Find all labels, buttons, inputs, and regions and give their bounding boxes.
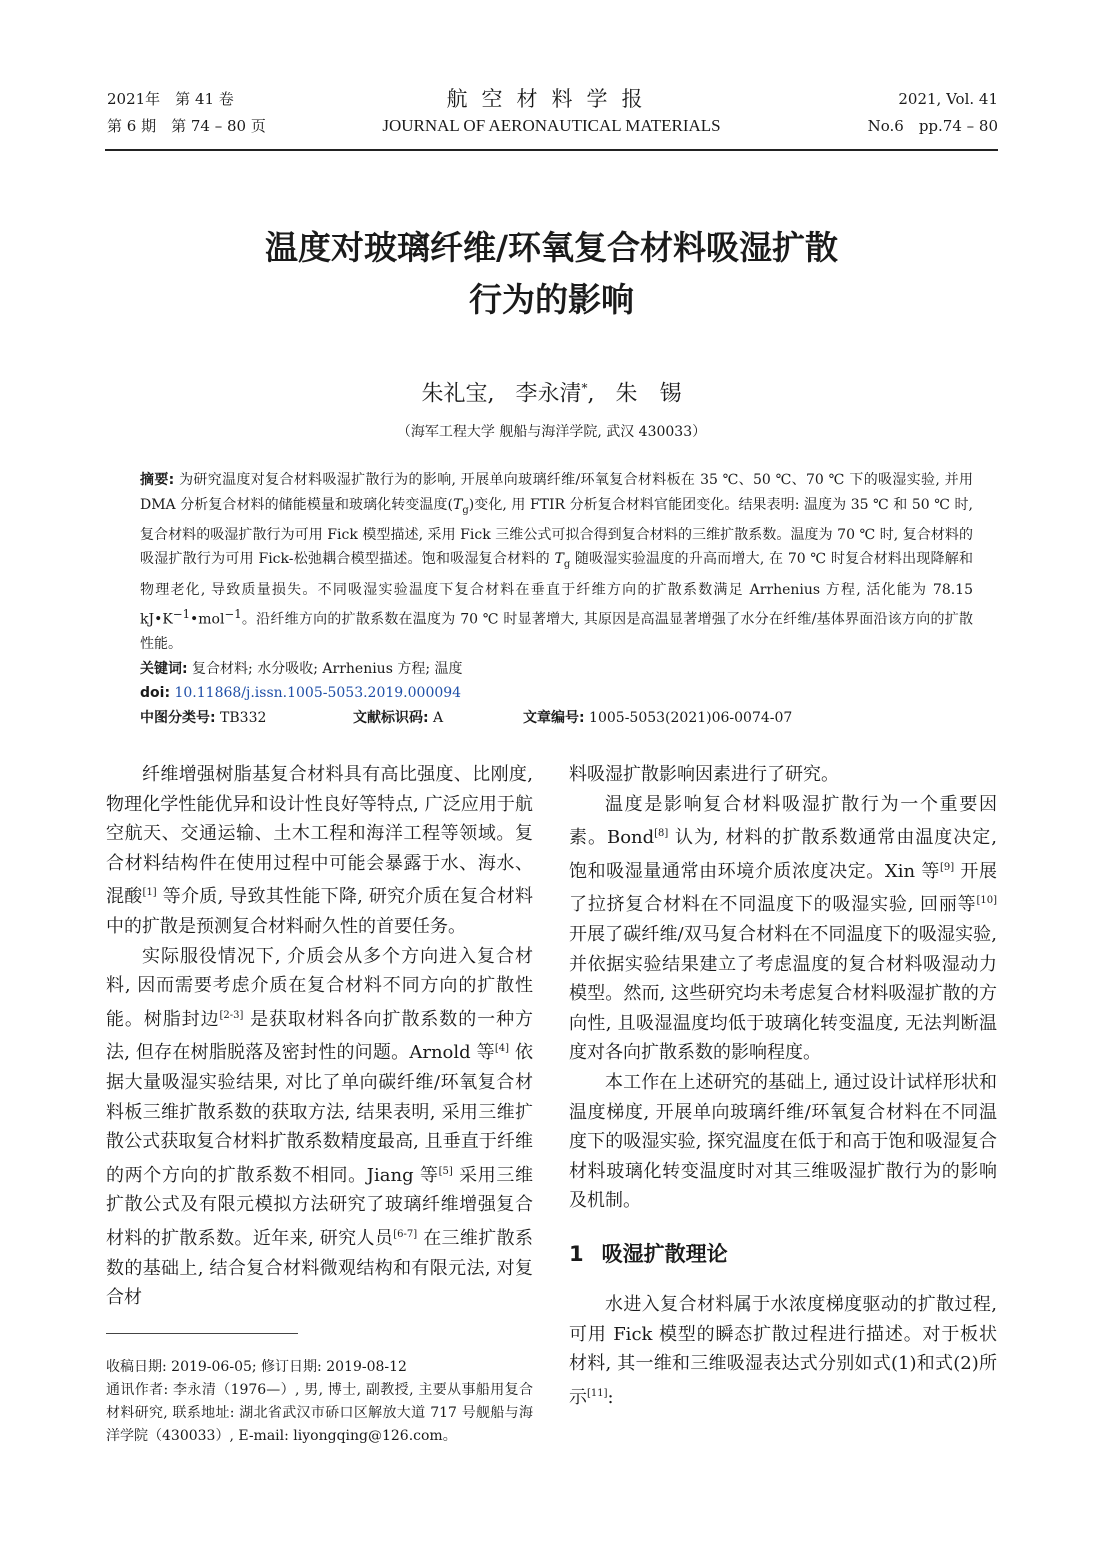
- abstract-text-c: 随吸湿实验温度的升高而增大, 在 70 ℃ 时复合材料出现降解和物理老化, 导致质量损失。不同吸湿实验温度下复合材料在垂直于纤维方向的扩散系数满足 Arrhenius 方程, 活化能为 78.15 kJ•K: [140, 551, 973, 628]
- clc-label: 中图分类号:: [140, 709, 216, 726]
- author-2-sep: ,: [587, 381, 595, 407]
- body-paragraph: [106, 760, 533, 942]
- journal-name-en: JOURNAL OF AERONAUTICAL MATERIALS: [382, 116, 721, 135]
- doc-code-label: 文献标识码:: [353, 709, 429, 726]
- footnote-corresponding: 通讯作者: 李永清（1976—）, 男, 博士, 副教授, 主要从事船用复合材料研究, 联系地址: 湖北省武汉市硚口区解放大道 717 号舰船与海洋学院（430033）, E-mail: liyongqing@126.com。: [106, 1382, 533, 1444]
- abstract-block: [140, 468, 973, 730]
- text-run: :: [607, 1386, 614, 1408]
- header-left: [107, 86, 266, 140]
- header-year-volume: 2021年 第 41 卷: [107, 90, 234, 108]
- citation[interactable]: [11]: [587, 1387, 608, 1399]
- body-right-column: [569, 760, 997, 1412]
- section-number: 1: [569, 1241, 584, 1266]
- header-center: [300, 84, 803, 138]
- text-run: 温度是影响复合材料吸湿扩散行为一个重要因素。Bond: [569, 793, 997, 849]
- doi: [140, 681, 973, 706]
- doc-code-value: A: [428, 709, 444, 726]
- doc-code-cell: [353, 706, 523, 731]
- abstract-text-e: 。沿纤维方向的扩散系数在温度为 70 ℃ 时显著增大, 其原因是高温显著增强了水分在纤维/基体界面沿该方向的扩散性能。: [140, 611, 973, 653]
- header-right: [868, 86, 998, 140]
- tg-subscript-1: g: [462, 504, 469, 516]
- article-no-label: 文章编号:: [523, 709, 585, 726]
- text-run: 等介质, 导致其性能下降, 研究介质在复合材料中的扩散是预测复合材料耐久性的首要任务。: [106, 886, 534, 937]
- keywords-text: 复合材料; 水分吸收; Arrhenius 方程; 温度: [187, 660, 463, 677]
- footnote-rule: [106, 1333, 298, 1334]
- text-run: 开展了拉挤复合材料在不同温度下的吸湿实验, 回丽等: [569, 860, 997, 916]
- text-run: 依据大量吸湿实验结果, 对比了单向碳纤维/环氧复合材料板三维扩散系数的获取方法, 结果表明, 采用三维扩散公式获取复合材料扩散系数精度最高, 且垂直于纤维的两个方向的扩散系数不相同。Jiang 等: [106, 1042, 533, 1186]
- author-1: 朱礼宝,: [421, 381, 495, 407]
- keywords: [140, 657, 973, 682]
- body-paragraph: [569, 1290, 997, 1412]
- header-year-vol-en: 2021, Vol. 41: [898, 90, 998, 108]
- section-heading: [569, 1236, 997, 1272]
- body-left-column: [106, 760, 533, 1313]
- citation[interactable]: [9]: [939, 861, 955, 873]
- body-paragraph: 本工作在上述研究的基础上, 通过设计试样形状和温度梯度, 开展单向玻璃纤维/环氧复合材料在不同温度下的吸湿实验, 探究温度在低于和高于饱和吸湿复合材料玻璃化转变温度时对其三维吸湿扩散行为的影响及机制。: [569, 1071, 997, 1212]
- header-no-pp-en: No.6 pp.74 – 80: [867, 117, 998, 135]
- text-run: 认为, 材料的扩散系数通常由温度决定, 饱和吸湿量通常由环境介质浓度决定。Xin 等: [569, 827, 997, 882]
- body-paragraph: [106, 942, 533, 1313]
- keywords-label: 关键词:: [140, 660, 188, 677]
- footnote-dates: 收稿日期: 2019-06-05; 修订日期: 2019-08-12: [106, 1359, 407, 1375]
- abstract-text-b: )变化, 用 FTIR 分析复合材料官能团变化。结果表明: 温度为 35 ℃ 和 50 ℃ 时, 复合材料的吸湿扩散行为可用 Fick 模型描述, 采用 Fick 三维公式可拟合得到复合材料的三维扩散系数。温度为 70 ℃ 时, 复合材料的吸湿扩散行为可用 Fick-松弛耦合模型描述。饱和吸湿复合材料的: [140, 496, 973, 568]
- header-rule: [105, 149, 998, 151]
- citation[interactable]: [5]: [438, 1165, 453, 1177]
- clc-value: TB332: [215, 709, 267, 726]
- abstract-label: 摘要:: [140, 472, 175, 488]
- unit-exponent-1: −1: [172, 607, 190, 622]
- title-line-1: 温度对玻璃纤维/环氧复合材料吸湿扩散: [264, 228, 839, 267]
- text-run: 开展了碳纤维/双马复合材料在不同温度下的吸湿实验, 并依据实验结果建立了考虑温度的复合材料吸湿动力模型。然而, 这些研究均未考虑复合材料吸湿扩散的方向性, 且吸湿温度均低于玻璃化转变温度, 无法判断温度对各向扩散系数的影响程度。: [569, 923, 997, 1064]
- doi-link[interactable]: 10.11868/j.issn.1005-5053.2019.000094: [170, 685, 462, 702]
- unit-exponent-2: −1: [224, 607, 242, 622]
- footnote: [106, 1356, 533, 1448]
- text-run: 纤维增强树脂基复合材料具有高比强度、比刚度, 物理化学性能优异和设计性良好等特点, 广泛应用于航空航天、交通运输、土木工程和海洋工程等领域。复合材料结构件在使用过程中可能会暴露于水、海水、混酸: [106, 764, 533, 908]
- citation[interactable]: [6-7]: [393, 1228, 418, 1240]
- text-run: 实际服役情况下, 介质会从多个方向进入复合材料, 因而需要考虑介质在复合材料不同方向的扩散性能。树脂封边: [106, 945, 533, 1030]
- abstract-text-a: 为研究温度对复合材料吸湿扩散行为的影响, 开展单向玻璃纤维/环氧复合材料板在 35 ℃、50 ℃、70 ℃ 下的吸湿实验, 并用 DMA 分析复合材料的储能模量和玻璃化转变温度(: [140, 472, 973, 513]
- body-paragraph: [569, 790, 997, 1068]
- journal-name-cn: 航空材料学报: [446, 87, 657, 111]
- clc-cell: [140, 706, 353, 731]
- citation[interactable]: [2-3]: [219, 1009, 244, 1021]
- citation[interactable]: [1]: [142, 887, 157, 899]
- article-no-cell: [523, 706, 792, 731]
- citation[interactable]: [8]: [654, 828, 669, 840]
- abstract-text-d: •mol: [190, 611, 225, 628]
- affiliation: （海军工程大学 舰船与海洋学院, 武汉 430033）: [396, 424, 707, 440]
- tg-subscript-2: g: [563, 559, 571, 571]
- citation[interactable]: [10]: [976, 895, 997, 907]
- section-title: 吸湿扩散理论: [601, 1241, 728, 1266]
- text-run: 在三维扩散系数的基础上, 结合复合材料微观结构和有限元法, 对复合材: [106, 1227, 533, 1309]
- doi-label: doi:: [140, 685, 171, 702]
- header-issue-pages: 第 6 期 第 74 – 80 页: [107, 117, 266, 135]
- author-3: 朱 锡: [615, 381, 682, 407]
- text-run: 水进入复合材料属于水浓度梯度驱动的扩散过程, 可用 Fick 模型的瞬态扩散过程进行描述。对于板状材料, 其一维和三维吸湿表达式分别如式(1)和式(2)所示: [569, 1293, 997, 1408]
- text-run: 采用三维扩散公式及有限元模拟方法研究了玻璃纤维增强复合材料的扩散系数。近年来, 研究人员: [106, 1164, 533, 1249]
- abstract: [140, 468, 973, 657]
- citation[interactable]: [4]: [494, 1043, 510, 1055]
- tg-symbol-1: T: [452, 496, 463, 513]
- classification-row: [140, 706, 973, 731]
- tg-symbol-2: T: [554, 551, 564, 568]
- text-run: 是获取材料各向扩散系数的一种方法, 但存在树脂脱落及密封性的问题。Arnold 等: [106, 1008, 533, 1064]
- corresponding-mark: *: [581, 381, 588, 395]
- body-paragraph-continued: 料吸湿扩散影响因素进行了研究。: [569, 764, 839, 785]
- author-list: [105, 368, 998, 414]
- title-line-2: 行为的影响: [469, 280, 634, 319]
- article-title: [105, 222, 998, 326]
- author-2: 李永清: [515, 381, 582, 407]
- article-no-value: 1005-5053(2021)06-0074-07: [584, 709, 793, 726]
